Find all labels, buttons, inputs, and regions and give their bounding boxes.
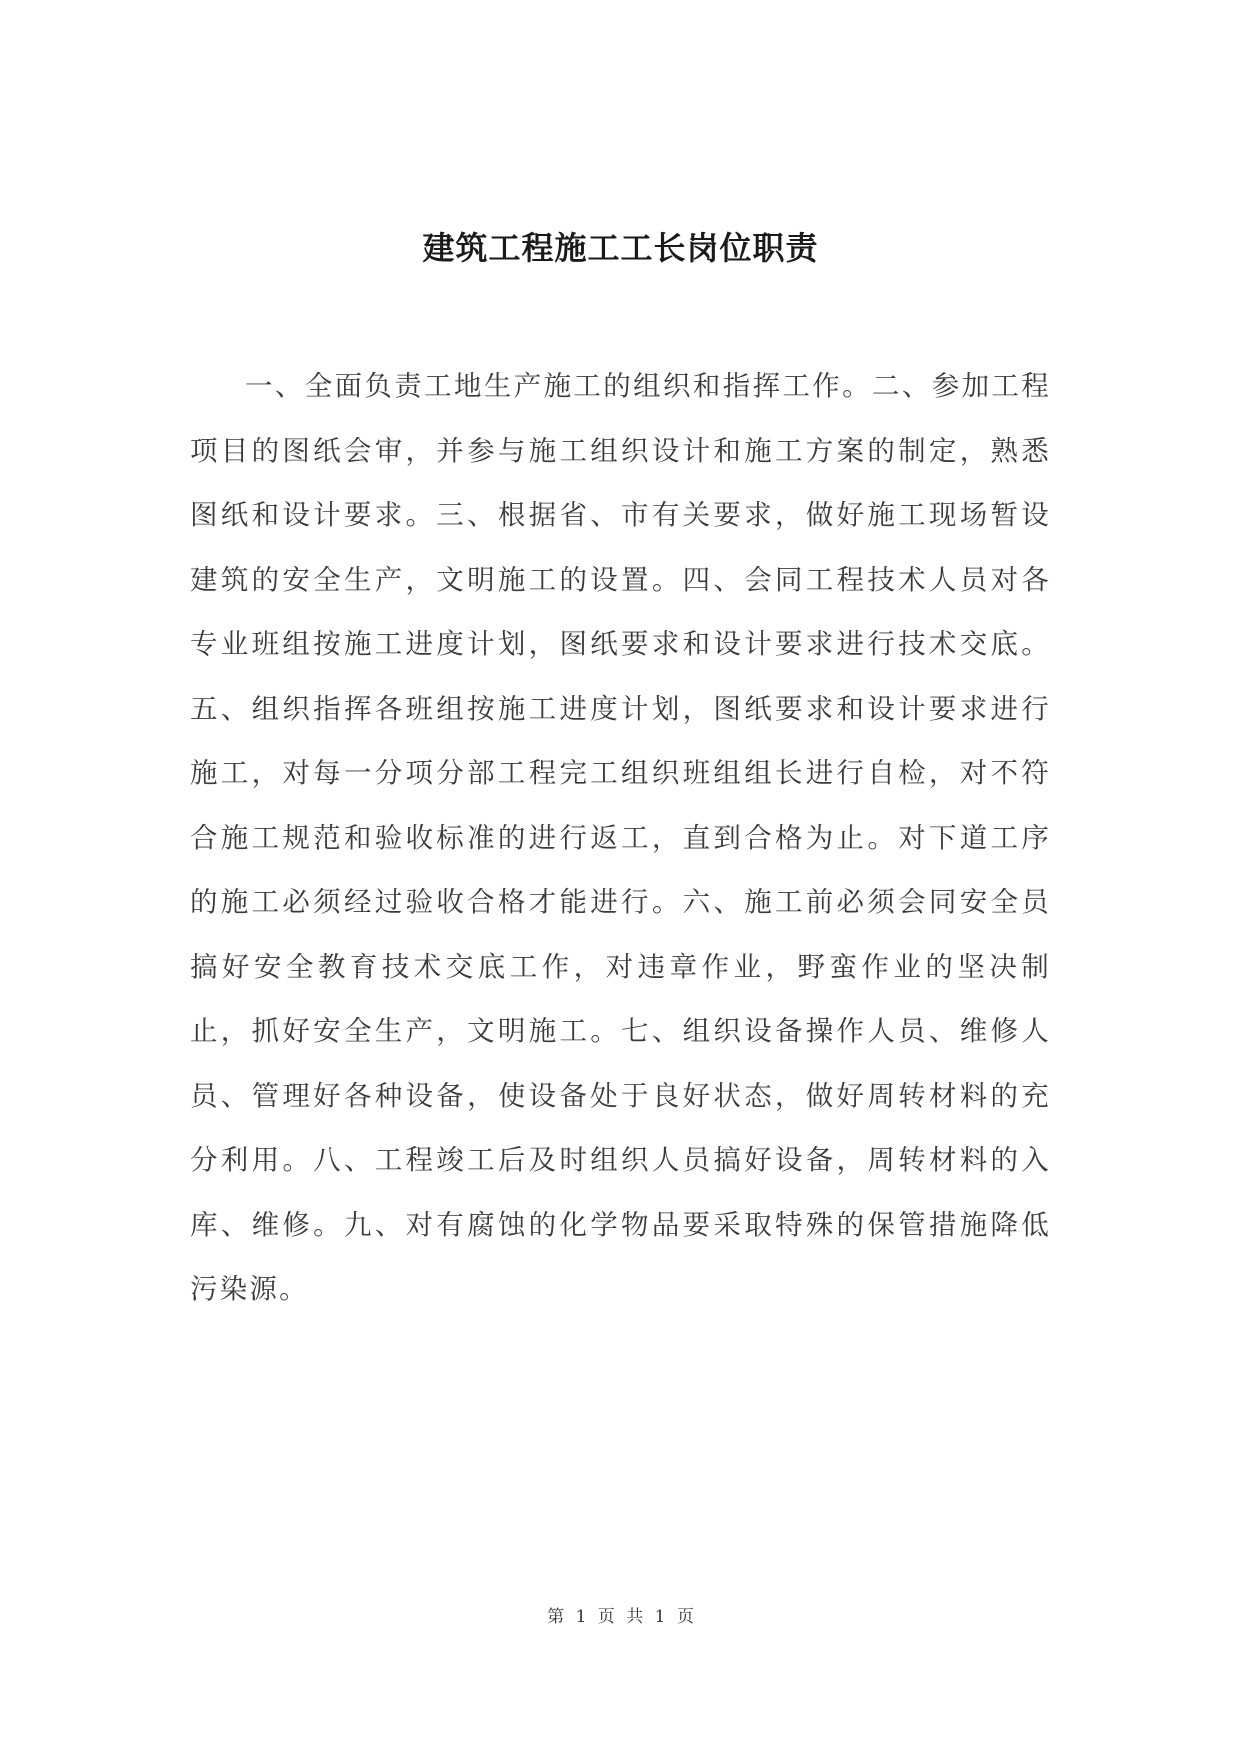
- document-title: 建筑工程施工工长岗位职责: [422, 229, 819, 267]
- page-number-footer: 第 1 页 共 1 页: [547, 1607, 694, 1627]
- document-body: 一、全面负责工地生产施工的组织和指挥工作。二、参加工程项目的图纸会审，并参与施工组织设计和施工方案的制定，熟悉图纸和设计要求。三、根据省、市有关要求，做好施工现场暂设建筑的安全生产，文明施工的设置。四、会同工程技术人员对各专业班组按施工进度计划，图纸要求和设计要求进行技术交底。五、组织指挥各班组按施工进度计划，图纸要求和设计要求进行施工，对每一分项分部工程完工组织班组组长进行自检，对不符合施工规范和验收标准的进行返工，直到合格为止。对下道工序的施工必须经过验收合格才能进行。六、施工前必须会同安全员搞好安全教育技术交底工作，对违章作业，野蛮作业的坚决制止，抓好安全生产，文明施工。七、组织设备操作人员、维修人员、管理好各种设备，使设备处于良好状态，做好周转材料的充分利用。八、工程竣工后及时组织人员搞好设备，周转材料的入库、维修。九、对有腐蚀的化学物品要采取特殊的保管措施降低污染源。: [190, 370, 1051, 1305]
